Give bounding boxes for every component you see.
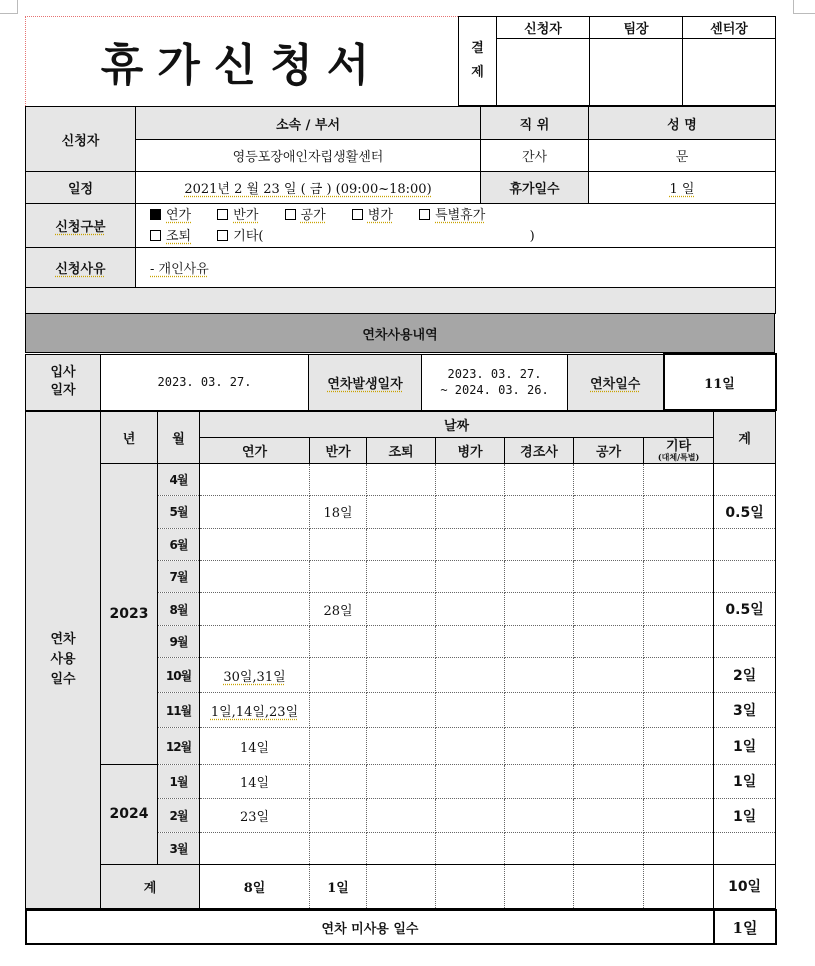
checkbox-checked-icon bbox=[150, 209, 161, 220]
usage-cell[interactable] bbox=[644, 464, 714, 495]
usage-cell[interactable] bbox=[574, 693, 644, 728]
usage-cell[interactable] bbox=[574, 593, 644, 625]
usage-cell[interactable] bbox=[436, 528, 505, 560]
usage-cell[interactable] bbox=[310, 693, 367, 728]
usage-cell[interactable]: 28일 bbox=[310, 593, 367, 625]
month-cell: 10월 bbox=[158, 657, 200, 692]
page-corner-marker bbox=[793, 0, 815, 14]
approval-sign-center-head[interactable] bbox=[683, 39, 776, 106]
page-corner-marker bbox=[0, 0, 18, 14]
usage-cell[interactable] bbox=[644, 833, 714, 864]
reason-label: 신청사유 bbox=[26, 248, 136, 288]
title-area bbox=[25, 16, 458, 106]
usage-section-title: 연차사용내역 bbox=[26, 314, 775, 353]
month-cell: 1월 bbox=[158, 764, 200, 798]
row-total-cell[interactable]: 0.5일 bbox=[714, 495, 776, 528]
usage-cell[interactable] bbox=[505, 593, 574, 625]
leave-days-text: 1 일 bbox=[669, 182, 695, 197]
year-cell: 2023 bbox=[101, 464, 158, 764]
usage-cell[interactable] bbox=[200, 561, 310, 593]
usage-cell[interactable]: 14일 bbox=[200, 764, 310, 798]
unused-table bbox=[25, 909, 777, 945]
usage-cell[interactable] bbox=[200, 593, 310, 625]
usage-cell[interactable] bbox=[367, 593, 436, 625]
approval-col-team-lead: 팀장 bbox=[590, 17, 683, 39]
category-option-special[interactable]: 특별휴가 bbox=[419, 205, 485, 226]
approval-label: 결 제 bbox=[459, 17, 497, 106]
applicant-table bbox=[25, 106, 776, 314]
usage-cell[interactable] bbox=[200, 833, 310, 864]
usage-cell[interactable] bbox=[505, 657, 574, 692]
unused-label: 연차 미사용 일수 bbox=[26, 910, 714, 944]
usage-cell[interactable] bbox=[574, 625, 644, 657]
usage-cell[interactable] bbox=[436, 625, 505, 657]
month-cell: 6월 bbox=[158, 528, 200, 560]
usage-cell[interactable] bbox=[574, 464, 644, 495]
sum-cell[interactable]: 8일 bbox=[200, 864, 310, 908]
hire-date-value[interactable]: 2023. 03. 27. bbox=[101, 354, 309, 410]
checkbox-empty-icon bbox=[419, 209, 430, 220]
applicant-row-label: 신청자 bbox=[26, 107, 136, 172]
spacer-row bbox=[26, 288, 776, 314]
usage-cell[interactable] bbox=[367, 495, 436, 528]
approval-sign-team-lead[interactable] bbox=[590, 39, 683, 106]
schedule-label: 일정 bbox=[26, 172, 136, 204]
usage-cell[interactable] bbox=[436, 764, 505, 798]
usage-cell[interactable] bbox=[644, 528, 714, 560]
year-cell: 2024 bbox=[101, 764, 158, 864]
year-header: 년 bbox=[101, 412, 158, 464]
category-other-close: ) bbox=[529, 228, 535, 244]
category-option-sick[interactable]: 병가 bbox=[352, 205, 393, 226]
checkbox-empty-icon bbox=[150, 230, 161, 241]
usage-cell[interactable] bbox=[367, 561, 436, 593]
approval-sign-applicant[interactable] bbox=[497, 39, 590, 106]
approval-col-center-head: 센터장 bbox=[683, 17, 776, 39]
schedule-value[interactable] bbox=[136, 172, 481, 204]
sum-cell[interactable]: 1일 bbox=[310, 864, 367, 908]
annual-days-label: 연차일수 bbox=[568, 354, 664, 410]
usage-cell[interactable] bbox=[367, 799, 436, 833]
usage-cell[interactable] bbox=[367, 464, 436, 495]
checkbox-empty-icon bbox=[285, 209, 296, 220]
sum-label: 계 bbox=[101, 864, 200, 908]
column-header-0: 연가 bbox=[200, 438, 310, 464]
usage-cell[interactable] bbox=[367, 528, 436, 560]
usage-cell[interactable]: 1일,14일,23일 bbox=[200, 693, 310, 728]
approval-col-applicant: 신청자 bbox=[497, 17, 590, 39]
column-header-6: 기타 (대체/특별) bbox=[644, 438, 714, 464]
usage-row bbox=[26, 464, 776, 495]
accrual-label: 연차발생일자 bbox=[309, 354, 422, 410]
checkbox-empty-icon bbox=[217, 209, 228, 220]
usage-cell[interactable] bbox=[574, 495, 644, 528]
month-cell: 12월 bbox=[158, 728, 200, 764]
month-cell: 9월 bbox=[158, 625, 200, 657]
usage-cell[interactable] bbox=[644, 799, 714, 833]
usage-cell[interactable] bbox=[644, 728, 714, 764]
reason-text: - 개인사유 bbox=[150, 262, 209, 277]
usage-cell[interactable] bbox=[200, 528, 310, 560]
usage-cell[interactable] bbox=[574, 528, 644, 560]
leave-days-label: 휴가일수 bbox=[481, 172, 589, 204]
month-cell: 4월 bbox=[158, 464, 200, 495]
usage-cell[interactable] bbox=[505, 464, 574, 495]
total-header: 계 bbox=[714, 412, 776, 464]
usage-cell[interactable] bbox=[436, 657, 505, 692]
sum-cell[interactable] bbox=[574, 864, 644, 908]
sum-total-cell[interactable]: 10일 bbox=[714, 864, 776, 908]
position-header: 직 위 bbox=[481, 107, 589, 140]
other-sub-label: (대체/특별) bbox=[657, 451, 700, 462]
usage-section-header bbox=[25, 313, 775, 353]
column-header-1: 반가 bbox=[310, 438, 367, 464]
usage-cell[interactable] bbox=[436, 464, 505, 495]
category-option-half[interactable]: 반가 bbox=[217, 205, 258, 226]
usage-cell[interactable] bbox=[505, 764, 574, 798]
category-line-1 bbox=[150, 205, 775, 226]
usage-cell[interactable] bbox=[200, 495, 310, 528]
usage-cell[interactable] bbox=[310, 833, 367, 864]
usage-cell[interactable]: 30일,31일 bbox=[200, 657, 310, 692]
row-total-cell[interactable]: 2일 bbox=[714, 657, 776, 692]
hire-date-label: 입사 일자 bbox=[26, 354, 101, 410]
usage-cell[interactable] bbox=[644, 593, 714, 625]
usage-cell[interactable] bbox=[436, 693, 505, 728]
usage-cell[interactable] bbox=[310, 764, 367, 798]
usage-cell[interactable] bbox=[505, 833, 574, 864]
hire-info-table bbox=[25, 353, 777, 411]
row-total-cell[interactable] bbox=[714, 561, 776, 593]
usage-cell[interactable] bbox=[367, 657, 436, 692]
month-header: 월 bbox=[158, 412, 200, 464]
annual-days-value[interactable]: 11일 bbox=[664, 354, 776, 410]
category-options bbox=[136, 204, 776, 248]
row-total-cell[interactable] bbox=[714, 464, 776, 495]
usage-cell[interactable] bbox=[574, 764, 644, 798]
usage-cell[interactable] bbox=[436, 593, 505, 625]
usage-cell[interactable] bbox=[367, 625, 436, 657]
month-cell: 11월 bbox=[158, 693, 200, 728]
usage-cell[interactable] bbox=[505, 728, 574, 764]
usage-cell[interactable] bbox=[574, 728, 644, 764]
month-cell: 7월 bbox=[158, 561, 200, 593]
dept-header: 소속 / 부서 bbox=[136, 107, 481, 140]
usage-table bbox=[25, 411, 776, 909]
accrual-period[interactable]: 2023. 03. 27. ~ 2024. 03. 26. bbox=[422, 354, 568, 410]
usage-cell[interactable] bbox=[505, 625, 574, 657]
column-header-3: 병가 bbox=[436, 438, 505, 464]
leave-days-value[interactable] bbox=[589, 172, 776, 204]
usage-cell[interactable] bbox=[367, 693, 436, 728]
page-title: 휴가신청서 bbox=[100, 40, 384, 91]
usage-cell[interactable] bbox=[436, 495, 505, 528]
dept-value[interactable]: 영등포장애인자립생활센터 bbox=[136, 140, 481, 172]
usage-cell[interactable] bbox=[367, 764, 436, 798]
usage-cell[interactable] bbox=[310, 799, 367, 833]
usage-cell[interactable] bbox=[367, 833, 436, 864]
row-total-cell[interactable]: 1일 bbox=[714, 728, 776, 764]
usage-cell[interactable] bbox=[310, 528, 367, 560]
usage-cell[interactable] bbox=[644, 764, 714, 798]
usage-side-label: 연차 사용 일수 bbox=[26, 412, 101, 909]
usage-cell[interactable] bbox=[436, 561, 505, 593]
column-header-4: 경조사 bbox=[505, 438, 574, 464]
usage-cell[interactable] bbox=[505, 693, 574, 728]
usage-cell[interactable] bbox=[644, 625, 714, 657]
unused-value[interactable]: 1일 bbox=[714, 910, 776, 944]
usage-cell[interactable] bbox=[505, 561, 574, 593]
position-value[interactable]: 간사 bbox=[481, 140, 589, 172]
row-total-cell[interactable]: 1일 bbox=[714, 764, 776, 798]
usage-cell[interactable] bbox=[436, 728, 505, 764]
reason-value[interactable] bbox=[136, 248, 776, 288]
usage-cell[interactable] bbox=[310, 728, 367, 764]
row-total-cell[interactable]: 3일 bbox=[714, 693, 776, 728]
category-option-annual[interactable]: 연가 bbox=[150, 205, 191, 226]
category-label-text: 신청구분 bbox=[55, 220, 106, 235]
schedule-text: 2021년 2 월 23 일 ( 금 ) (09:00~18:00) bbox=[184, 182, 432, 197]
column-header-2: 조퇴 bbox=[367, 438, 436, 464]
usage-cell[interactable] bbox=[310, 657, 367, 692]
usage-cell[interactable] bbox=[574, 799, 644, 833]
usage-cell[interactable] bbox=[310, 464, 367, 495]
name-header: 성 명 bbox=[589, 107, 776, 140]
sum-cell[interactable] bbox=[644, 864, 714, 908]
approval-table bbox=[458, 16, 776, 106]
row-total-cell[interactable]: 0.5일 bbox=[714, 593, 776, 625]
usage-cell[interactable] bbox=[505, 528, 574, 560]
column-header-5: 공가 bbox=[574, 438, 644, 464]
category-option-early-leave[interactable]: 조퇴 bbox=[150, 226, 191, 247]
sum-cell[interactable] bbox=[505, 864, 574, 908]
category-line-2 bbox=[150, 226, 775, 247]
row-total-cell[interactable]: 1일 bbox=[714, 799, 776, 833]
sum-cell[interactable] bbox=[367, 864, 436, 908]
usage-cell[interactable] bbox=[574, 657, 644, 692]
category-label bbox=[26, 204, 136, 248]
usage-cell[interactable] bbox=[644, 561, 714, 593]
month-cell: 3월 bbox=[158, 833, 200, 864]
checkbox-empty-icon bbox=[352, 209, 363, 220]
usage-cell[interactable] bbox=[644, 693, 714, 728]
usage-cell[interactable] bbox=[310, 561, 367, 593]
row-total-cell[interactable] bbox=[714, 833, 776, 864]
month-cell: 8월 bbox=[158, 593, 200, 625]
usage-cell[interactable] bbox=[574, 833, 644, 864]
checkbox-empty-icon bbox=[217, 230, 228, 241]
row-total-cell[interactable] bbox=[714, 528, 776, 560]
usage-cell[interactable] bbox=[200, 464, 310, 495]
category-option-other[interactable]: 기타( bbox=[217, 229, 263, 244]
sum-cell[interactable] bbox=[436, 864, 505, 908]
usage-cell[interactable] bbox=[310, 625, 367, 657]
usage-cell[interactable] bbox=[200, 625, 310, 657]
name-value[interactable]: 문 bbox=[589, 140, 776, 172]
month-cell: 5월 bbox=[158, 495, 200, 528]
usage-cell[interactable] bbox=[574, 561, 644, 593]
month-cell: 2월 bbox=[158, 799, 200, 833]
usage-cell[interactable] bbox=[436, 799, 505, 833]
usage-cell[interactable]: 18일 bbox=[310, 495, 367, 528]
date-group-header: 날짜 bbox=[200, 412, 714, 438]
usage-cell[interactable] bbox=[644, 657, 714, 692]
usage-cell[interactable] bbox=[644, 495, 714, 528]
category-option-official[interactable]: 공가 bbox=[285, 205, 326, 226]
row-total-cell[interactable] bbox=[714, 625, 776, 657]
usage-cell[interactable] bbox=[367, 728, 436, 764]
usage-cell[interactable] bbox=[505, 799, 574, 833]
usage-cell[interactable] bbox=[505, 495, 574, 528]
usage-cell[interactable]: 14일 bbox=[200, 728, 310, 764]
usage-cell[interactable]: 23일 bbox=[200, 799, 310, 833]
usage-row bbox=[26, 764, 776, 798]
usage-cell[interactable] bbox=[436, 833, 505, 864]
